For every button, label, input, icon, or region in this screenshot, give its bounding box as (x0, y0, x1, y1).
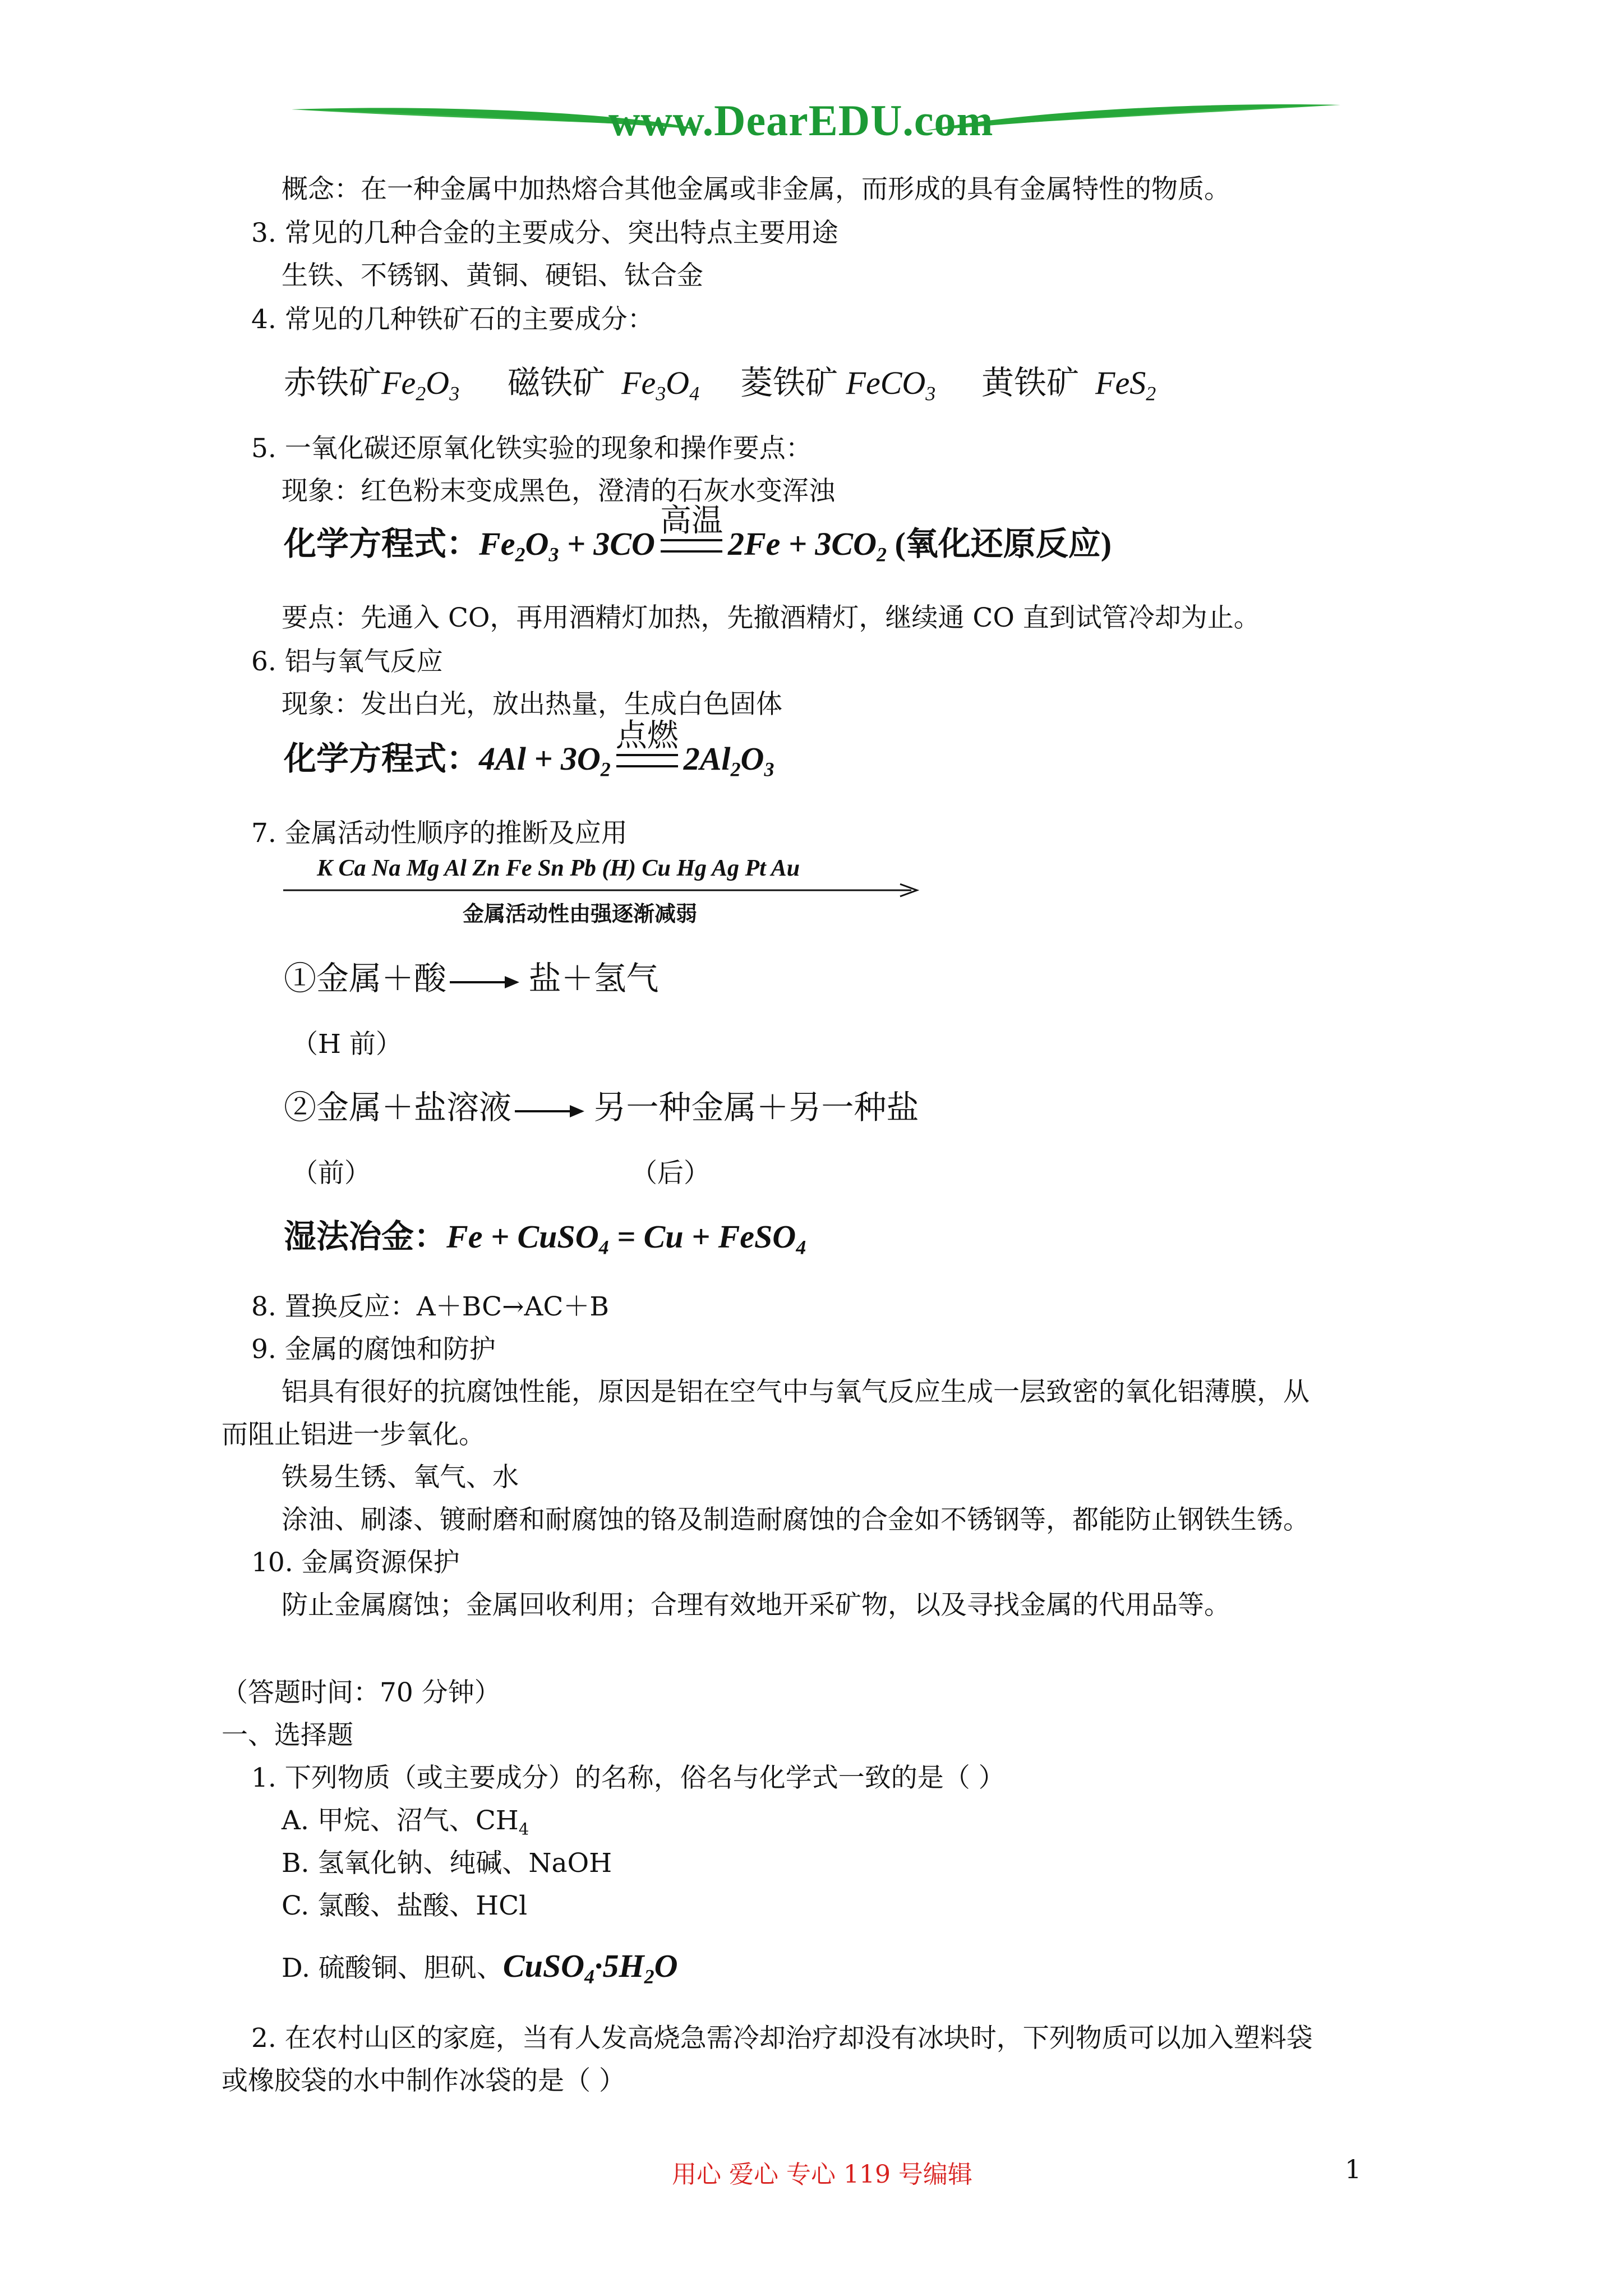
item9-para3: 涂油、刷漆、镀耐磨和耐腐蚀的铬及制造耐腐蚀的合金如不锈钢等，都能防止钢铁生锈。 (282, 1504, 1310, 1535)
rule-1 (284, 959, 659, 999)
arrow-icon (450, 981, 517, 983)
item10-text: 防止金属腐蚀；金属回收利用；合理有效地开采矿物，以及寻找金属的代用品等。 (282, 1590, 1230, 1621)
item9-para1-line1: 铝具有很好的抗腐蚀性能，原因是铝在空气中与氧气反应生成一层致密的氧化铝薄膜，从 (282, 1377, 1310, 1407)
arrow-icon (515, 1110, 582, 1112)
item9-para1-line2: 而阻止铝进一步氧化。 (222, 1419, 485, 1450)
item6-phenomenon: 现象：发出白光，放出热量，生成白色固体 (282, 689, 782, 720)
ore-hematite (284, 364, 459, 403)
q1-option-a (282, 1804, 529, 1838)
reaction-condition: 高温 (658, 504, 725, 553)
ore-name: 磁铁矿 (508, 365, 606, 401)
ore-sub: 2 (1146, 382, 1156, 405)
item8: 8. 置换反应：A＋BC→AC＋B (251, 1291, 609, 1322)
ore-formula-mid: O (666, 365, 690, 401)
option-formula: $CuSO_4\cdot 5H_2O$ (502, 1948, 678, 1988)
item10-title: 10. 金属资源保护 (251, 1547, 460, 1578)
item6-title: 6. 铝与氧气反应 (251, 646, 443, 677)
item9-title: 9. 金属的腐蚀和防护 (251, 1334, 496, 1365)
equation-label: 化学方程式： (284, 740, 479, 777)
equation-2: 化学方程式：$4Al + 3O_2$ 点燃 $2Al_2O_3$ (284, 717, 774, 781)
item7-title: 7. 金属活动性顺序的推断及应用 (251, 818, 628, 849)
wet-metallurgy: 湿法冶金：Fe + CuSO$_4$ = Cu + FeSO$_4$ (284, 1218, 806, 1259)
equation-label: 化学方程式： (284, 526, 479, 562)
ore-formula: Fe (381, 365, 416, 401)
ore-siderite (740, 364, 935, 403)
exam-section-1: 一、选择题 (222, 1720, 353, 1751)
question-2-line1: 2. 在农村山区的家庭，当有人发高烧急需冷却治疗却没有冰块时，下列物质可以加入塑料袋 (251, 2023, 1313, 2054)
equation-1: 化学方程式：$Fe_2O_3 + 3CO$ 高温 $2Fe + 3CO_2$ (氧化还原反应) (284, 503, 1112, 566)
rule-right: 盐＋氢气 (528, 960, 659, 997)
q1-option-d (282, 1947, 677, 1986)
ore-formula: FeS (1095, 365, 1146, 401)
rule-1-note: （H 前） (292, 1029, 402, 1060)
item3-title: 3. 常见的几种合金的主要成分、突出特点主要用途 (251, 218, 838, 249)
reaction-condition: 点燃 (614, 719, 680, 767)
item5-phenomenon: 现象：红色粉末变成黑色，澄清的石灰水变浑浊 (282, 476, 835, 507)
rule-2-note-after: （后） (631, 1158, 710, 1189)
question-1: 1. 下列物质（或主要成分）的名称，俗名与化学式一致的是（ ） (251, 1763, 1005, 1793)
rule-right: 另一种金属＋另一种盐 (593, 1089, 919, 1126)
header-site-url[interactable]: www.DearEDU.com (608, 96, 994, 145)
ore-sub: 3 (656, 382, 666, 405)
ore-magnetite (508, 364, 699, 403)
item9-para2: 铁易生锈、氧气、水 (282, 1462, 519, 1493)
ore-sub: 3 (925, 382, 936, 405)
ore-sub: 4 (689, 382, 700, 405)
page-number: 1 (1345, 2154, 1362, 2184)
rule-left: ②金属＋盐溶液 (284, 1089, 512, 1126)
activity-series: K Ca Na Mg Al Zn Fe Sn Pb (H) Cu Hg Ag Pt Au (317, 855, 800, 881)
rule-2 (284, 1088, 919, 1128)
ore-sub: 3 (449, 382, 460, 405)
activity-caption: 金属活动性由强逐渐减弱 (463, 901, 698, 926)
item4-title: 4. 常见的几种铁矿石的主要成分： (251, 304, 654, 335)
ore-name: 菱铁矿 (740, 365, 838, 401)
ore-sub: 2 (416, 382, 426, 405)
ore-name: 黄铁矿 (981, 365, 1080, 401)
q1-option-c: C. 氯酸、盐酸、HCl (282, 1890, 528, 1921)
footer-editor-note: 用心 爱心 专心 119 号编辑 (672, 2160, 972, 2189)
rule-2-note-before: （前） (292, 1158, 371, 1189)
item5-title: 5. 一氧化碳还原氧化铁实验的现象和操作要点： (251, 433, 812, 464)
concept-line: 概念：在一种金属中加热熔合其他金属或非金属，而形成的具有金属特性的物质。 (282, 174, 1230, 205)
ore-formula: FeCO (846, 365, 926, 401)
wet-label: 湿法冶金： (284, 1218, 447, 1255)
question-2-line2: 或橡胶袋的水中制作冰袋的是（ ） (222, 2065, 625, 2096)
option-text: A. 甲烷、沼气、CH (282, 1805, 519, 1836)
ore-name: 赤铁矿 (284, 365, 382, 401)
q1-option-b: B. 氢氧化钠、纯碱、NaOH (282, 1848, 612, 1879)
ore-formula-mid: O (426, 365, 450, 401)
item3-text: 生铁、不锈钢、黄铜、硬铝、钛合金 (282, 260, 703, 291)
option-sub: 4 (518, 1819, 529, 1839)
reaction-type-note: (氧化还原反应) (895, 526, 1112, 562)
exam-time: （答题时间：70 分钟） (222, 1677, 501, 1708)
option-text: D. 硫酸铜、胆矾、 (282, 1953, 503, 1984)
ore-formula: Fe (621, 365, 656, 401)
rule-left: ①金属＋酸 (284, 960, 447, 997)
item5-points: 要点：先通入 CO，再用酒精灯加热，先撤酒精灯，继续通 CO 直到试管冷却为止。 (282, 602, 1260, 633)
ore-pyrite (981, 364, 1156, 403)
